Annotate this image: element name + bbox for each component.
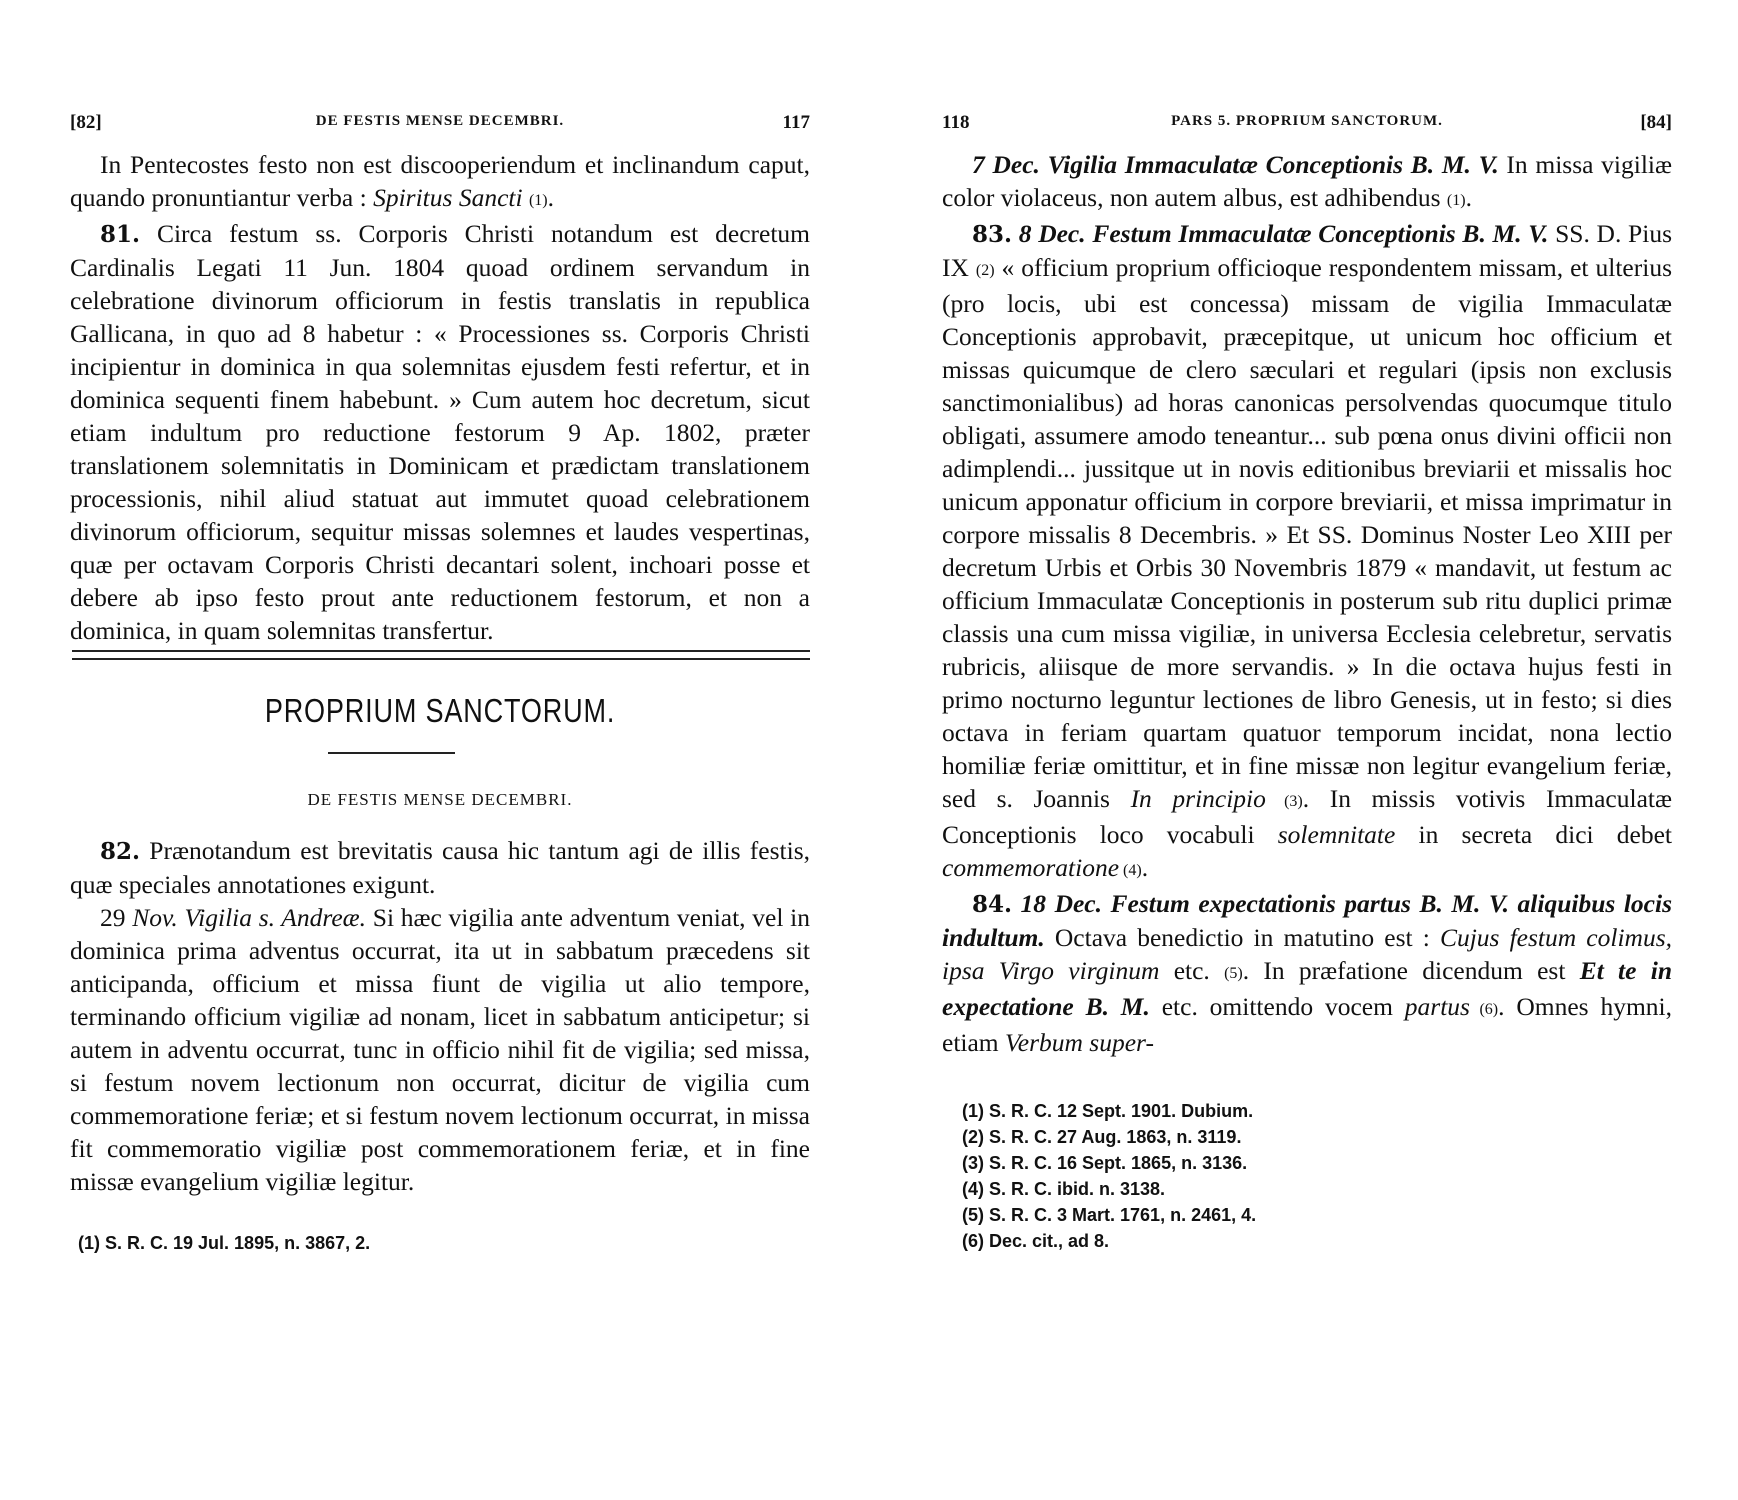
right-running-title: PARS 5. PROPRIUM SANCTORUM. bbox=[1171, 113, 1443, 129]
paragraph-82: 82. Prænotandum est brevitatis causa hic tantum agi de illis festis, quæ speciales annotationes exigunt. bbox=[70, 836, 810, 899]
note-ref-3: (3) bbox=[1265, 793, 1303, 810]
left-running-title: DE FESTIS MENSE DECEMBRI. bbox=[315, 113, 565, 129]
dec-7-paragraph: 7 Dec. Vigilia Immaculatæ Conceptionis B. M. V. In missa vigiliæ color violaceus, non autem albus, est adhibendus (1). bbox=[942, 150, 1672, 212]
paragraph-number-83: 83. bbox=[972, 221, 1013, 248]
paragraph-number-82: 82. bbox=[100, 838, 141, 865]
note-ref-1: (1) bbox=[528, 192, 548, 209]
footnote: (1) S. R. C. 12 Sept. 1901. Dubium. bbox=[962, 1101, 1254, 1121]
right-page-bracket-number: [84] bbox=[1640, 112, 1672, 133]
left-footnotes bbox=[78, 1230, 810, 1256]
section-title: PROPRIUM SANCTORUM. bbox=[264, 692, 616, 729]
right-running-head bbox=[942, 112, 1672, 142]
paragraph-number-81: 81. bbox=[100, 221, 141, 248]
footnote: (4) S. R. C. ibid. n. 3138. bbox=[962, 1179, 1166, 1199]
nov-29-paragraph: 29 Nov. Vigilia s. Andreæ. Si hæc vigilia ante adventum veniat, vel in dominica prima adventus occurrat, ita ut in sabbatum præcedens sit anticipanda, officium et missa fiunt de vigilia ut alio tempore, terminando officium vigiliæ ad nonam, licet in sabbatum anticipetur; si autem in adventu occurrat, tunc in officio nihil fit de vigilia; sed missa, si festum novem lectionum non occurrat, dicitur de vigilia cum commemoratione feriæ; et si festum novem lectionum occurrat, in missa fit commemoratio vigiliæ post commemorationem feriæ, et in fine missæ evangelium vigiliæ legitur. bbox=[70, 903, 810, 1196]
left-running-head bbox=[70, 112, 810, 142]
paragraph-81: 81. Circa festum ss. Corporis Christi notandum est decretum Cardinalis Legati 11 Jun. 1804 quoad ordinem servandum in celebratione divinorum officiorum in festis translatis in republica Gallicana, in quo ad 8 habetur : « Processiones ss. Corporis Christi incipientur in dominica in qua solemnitas ejusdem festi refertur, et in dominica sequenti finem habebunt. » Cum autem hoc decretum, sicut etiam indultum pro reductione festorum 9 Ap. 1802, præter translationem solemnitatis in Dominicam et prædictam translationem processionis, nihil aliud statuat aut immutet quoad celebrationem divinorum officiorum, sequitur missas solemnes et laudes vespertinas, quæ per octavam Corporis Christi decantari solent, inchoari posse et debere ab ipso festo prout ante reductionem festorum, et non a dominica, in quam solemnitas transfertur. bbox=[70, 219, 811, 645]
footnote: (3) S. R. C. 16 Sept. 1865, n. 3136. bbox=[962, 1153, 1248, 1173]
left-body-bottom bbox=[70, 834, 810, 1198]
right-footnotes bbox=[962, 1098, 1672, 1254]
note-ref-2: (2) bbox=[975, 262, 995, 279]
footnote: (5) S. R. C. 3 Mart. 1761, n. 2461, 4. bbox=[962, 1205, 1257, 1225]
left-page-bracket-number: [82] bbox=[70, 112, 102, 133]
left-body-top bbox=[70, 148, 810, 647]
note-ref-6: (6) bbox=[1469, 1001, 1499, 1018]
paragraph-83: 83. 8 Dec. Festum Immaculatæ Conceptionis B. M. V. SS. D. Pius IX (2) « officium proprium officioque respondentem missam, et ulterius (pro locis, ubi est concessa) missam de vigilia Immaculatæ Conceptionis approbavit, præcepitque, ut unicum hoc officium et missas quicumque de clero sæculari et regulari (ipsis non exclusis sanctimonialibus) ad horas canonicas persolvendas quocumque titulo obligati, assumere amodo teneantur... sub pœna onus divini officii non adimplendi... jussitque ut in novis editionibus breviarii et missalis hoc unicum apponatur officium in corpore breviarii, et missa imprimatur in corpore missalis 8 Decembris. » Et SS. Dominus Noster Leo XIII per decretum Urbis et Orbis 30 Novembris 1879 « mandavit, ut festum ac officium Immaculatæ Conceptionis in posterum sub ritu duplici primæ classis una cum missa vigiliæ, in universa Ecclesia celebretur, servatis rubricis, aliisque de more servandis. » In die octava hujus festi in primo nocturno leguntur lectiones de libro Genesis, ut in festo; si dies octava in feriam quartam quatuor temporum incidat, nona lectio homiliæ feriæ omittitur, et in fine missæ non legitur evangelium feriæ, sed s. Joannis In principio (3). In missis votivis Immaculatæ Conceptionis loco vocabuli solemnitate in secreta dici debet commemoratione (4). bbox=[942, 219, 1673, 882]
footnote: (1) S. R. C. 19 Jul. 1895, n. 3867, 2. bbox=[78, 1233, 371, 1253]
footnote: (2) S. R. C. 27 Aug. 1863, n. 3119. bbox=[962, 1127, 1242, 1147]
pentecost-paragraph: In Pentecostes festo non est discooperiendum et inclinandum caput, quando pronuntiantur verba : Spiritus Sancti (1). bbox=[70, 150, 810, 212]
right-body bbox=[942, 148, 1672, 1059]
title-short-rule bbox=[328, 752, 455, 754]
note-ref-1: (1) bbox=[1446, 192, 1466, 209]
paragraph-number-84: 84. bbox=[972, 891, 1013, 918]
note-ref-4: (4) bbox=[1119, 862, 1142, 879]
left-page-number: 117 bbox=[782, 112, 810, 133]
paragraph-84: 84. 18 Dec. Festum expectationis partus B. M. V. aliquibus locis indultum. Octava benedictio in matutino est : Cujus festum colimus, ipsa Virgo virginum etc. (5). In præfatione dicendum est Et te in expectatione B. M. etc. omittendo vocem partus (6). Omnes hymni, etiam Verbum super- bbox=[942, 889, 1673, 1057]
section-double-rule bbox=[72, 650, 810, 660]
footnote: (6) Dec. cit., ad 8. bbox=[962, 1231, 1110, 1251]
right-page-number: 118 bbox=[942, 112, 970, 133]
subsection-title: DE FESTIS MENSE DECEMBRI. bbox=[307, 790, 573, 809]
note-ref-5: (5) bbox=[1224, 965, 1243, 982]
